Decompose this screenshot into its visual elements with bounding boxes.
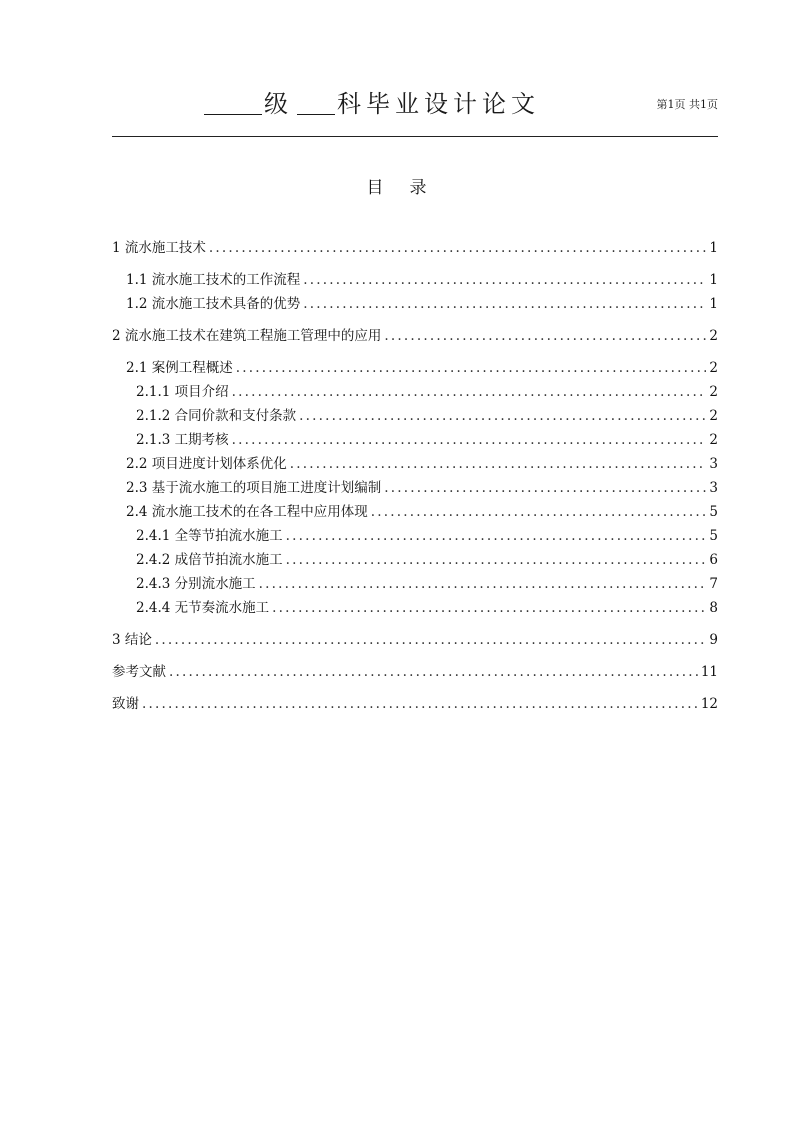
toc-leader-dots	[303, 296, 706, 312]
toc-entry[interactable]	[136, 404, 718, 426]
toc-entry-page: 3	[709, 456, 718, 472]
toc-entry-label: 2.1.1 项目介绍	[136, 384, 229, 400]
toc-entry-label: 2.3 基于流水施工的项目施工进度计划编制	[126, 480, 382, 496]
toc-entry-page: 1	[709, 296, 718, 312]
toc-entry-label: 致谢	[112, 696, 139, 712]
toc-entry-label: 2.4.3 分别流水施工	[136, 576, 256, 592]
toc-entry[interactable]	[112, 628, 718, 650]
toc-entry-label: 2.1.2 合同价款和支付条款	[136, 408, 297, 424]
toc-leader-dots	[155, 632, 707, 648]
major-blank	[297, 92, 335, 115]
toc-leader-dots	[384, 480, 706, 496]
toc-leader-dots	[236, 360, 707, 376]
toc-entry-page: 8	[709, 600, 718, 616]
toc-entry[interactable]	[136, 548, 718, 570]
toc-entry[interactable]	[112, 324, 718, 346]
toc-leader-dots	[371, 504, 707, 520]
thesis-title	[204, 84, 540, 119]
toc-leader-dots	[272, 600, 706, 616]
toc-entry-label: 2.4 流水施工技术的在各工程中应用体现	[126, 504, 368, 520]
toc-leader-dots	[232, 432, 707, 448]
toc-leader-dots	[299, 408, 706, 424]
toc-leader-dots	[169, 664, 698, 680]
toc-entry-label: 2.4.2 成倍节拍流水施工	[136, 552, 283, 568]
toc-leader-dots	[259, 576, 707, 592]
title-part-grade: 级	[264, 90, 293, 118]
toc-entry-page: 2	[709, 360, 718, 376]
toc-entry-page: 9	[709, 632, 718, 648]
toc-entry-page: 2	[709, 408, 718, 424]
toc-entry[interactable]	[126, 268, 718, 290]
title-part-main: 科毕业设计论文	[337, 90, 540, 118]
toc-entry[interactable]	[126, 356, 718, 378]
toc-entry-label: 2.4.4 无节奏流水施工	[136, 600, 270, 616]
toc-entry-page: 1	[709, 240, 718, 256]
toc-entry[interactable]	[136, 524, 718, 546]
toc-entry-label: 2.1.3 工期考核	[136, 432, 229, 448]
toc-entry[interactable]	[136, 572, 718, 594]
grade-blank	[204, 92, 262, 115]
toc-leader-dots	[384, 328, 706, 344]
toc-entry-page: 7	[709, 576, 718, 592]
toc-entry-page: 2	[709, 384, 718, 400]
toc-entry[interactable]	[136, 428, 718, 450]
toc-entry-page: 3	[709, 480, 718, 496]
toc-entry-label: 1.1 流水施工技术的工作流程	[126, 272, 301, 288]
toc-entry-label: 2 流水施工技术在建筑工程施工管理中的应用	[112, 328, 382, 344]
toc-entry-page: 5	[709, 504, 718, 520]
toc-entry[interactable]	[136, 380, 718, 402]
toc-leader-dots	[232, 384, 707, 400]
toc-entry-label: 参考文献	[112, 664, 166, 680]
toc-leader-dots	[286, 552, 707, 568]
toc-entry-page: 2	[709, 432, 718, 448]
toc-entry[interactable]	[126, 292, 718, 314]
toc-leader-dots	[286, 528, 707, 544]
toc-entry[interactable]	[112, 660, 718, 682]
page-header	[112, 80, 718, 130]
toc-entry-page: 2	[709, 328, 718, 344]
toc-entry-page: 5	[709, 528, 718, 544]
toc-entry-label: 2.1 案例工程概述	[126, 360, 233, 376]
toc-entry-label: 1 流水施工技术	[112, 240, 206, 256]
toc-entry-label: 1.2 流水施工技术具备的优势	[126, 296, 301, 312]
toc-entry-page: 11	[700, 664, 718, 680]
toc-entry[interactable]	[126, 500, 718, 522]
toc-title: 目录	[366, 178, 453, 198]
header-divider	[112, 136, 718, 137]
toc-entry-label: 3 结论	[112, 632, 152, 648]
toc-entry[interactable]	[126, 452, 718, 474]
toc-entry[interactable]	[136, 596, 718, 618]
toc-entry-page: 6	[709, 552, 718, 568]
toc-entry-page: 1	[709, 272, 718, 288]
toc-entry[interactable]	[112, 236, 718, 258]
toc-leader-dots	[290, 456, 707, 472]
toc-entry[interactable]	[112, 692, 718, 714]
toc-leader-dots	[303, 272, 706, 288]
toc-leader-dots	[142, 696, 698, 712]
toc-entry-label: 2.4.1 全等节拍流水施工	[136, 528, 283, 544]
toc-entry-label: 2.2 项目进度计划体系优化	[126, 456, 287, 472]
page-info: 第1页 共1页	[656, 98, 718, 111]
toc-entry[interactable]	[126, 476, 718, 498]
toc-entry-page: 12	[700, 696, 718, 712]
toc-leader-dots	[209, 240, 707, 256]
